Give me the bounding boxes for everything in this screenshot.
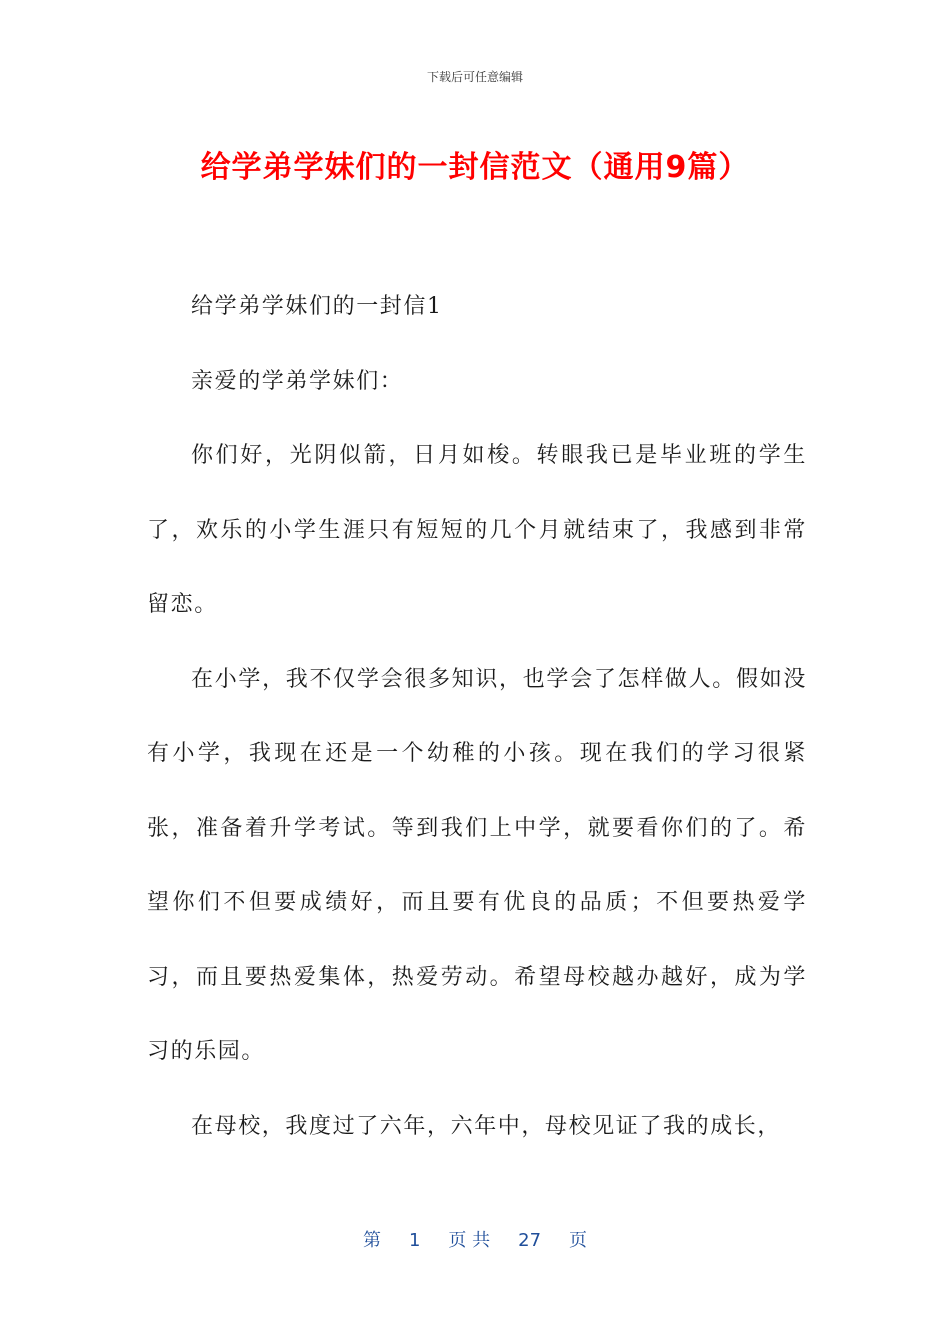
header-note: 下载后可任意编辑: [426, 70, 523, 84]
footer-prefix: 第: [362, 1230, 381, 1251]
page-footer: [0, 1226, 950, 1252]
document-title: 给学弟学妹们的一封信范文（通用9篇）: [200, 150, 750, 185]
footer-total-pages: 27: [518, 1230, 542, 1251]
paragraph: 在小学，我不仅学会很多知识，也学会了怎样做人。假如没有小学，我现在还是一个幼稚的小孩。现在我们的学习很紧张，准备着升学考试。等到我们上中学，就要看你们的了。希望你们不但要成绩好，而且要有优良的品质；不但要热爱学习，而且要热爱集体，热爱劳动。希望母校越办越好，成为学习的乐园。: [147, 666, 807, 1064]
paragraph: 你们好，光阴似箭，日月如梭。转眼我已是毕业班的学生了，欢乐的小学生涯只有短短的几个月就结束了，我感到非常留恋。: [147, 443, 807, 617]
footer-page-number: 1: [408, 1230, 421, 1251]
section-heading: 给学弟学妹们的一封信1: [191, 294, 443, 319]
paragraph: 在母校，我度过了六年，六年中，母校见证了我的成长，: [191, 1113, 782, 1139]
document-body: [147, 270, 807, 1164]
footer-suffix: 页: [569, 1230, 588, 1251]
footer-middle: 页 共: [448, 1230, 491, 1251]
salutation: 亲爱的学弟学妹们：: [191, 368, 404, 394]
